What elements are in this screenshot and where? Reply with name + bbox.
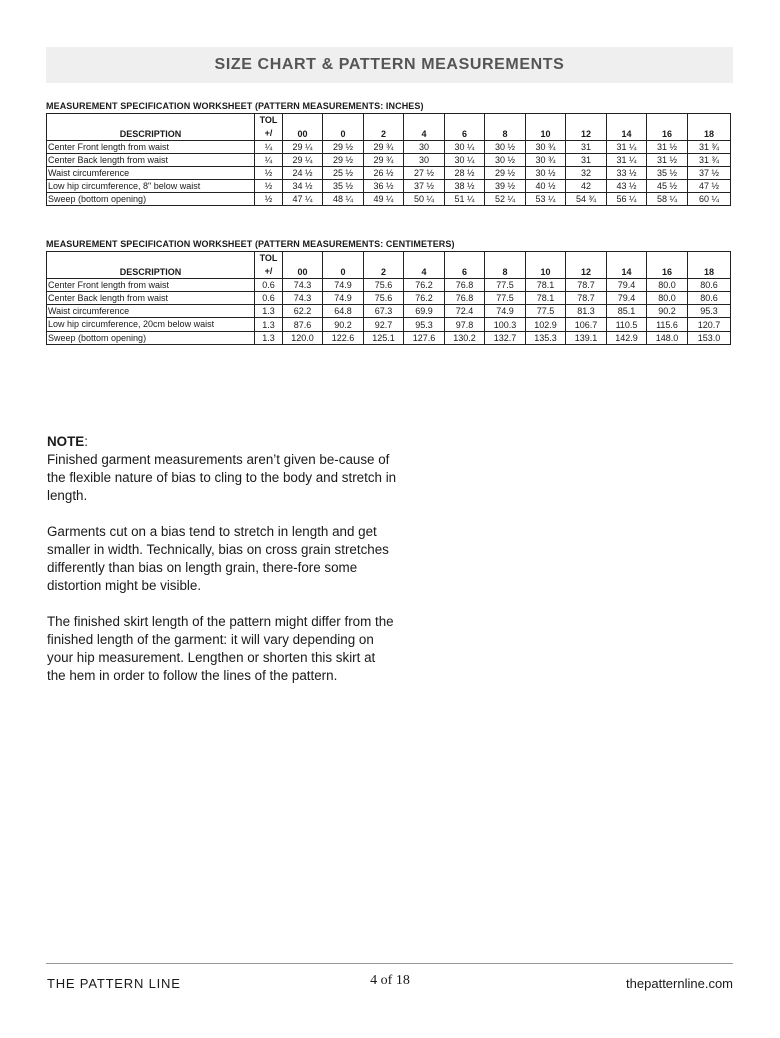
table-row <box>47 305 731 318</box>
measurement-cell: 78.7 <box>566 292 607 305</box>
measurement-cell: 120.7 <box>688 318 731 332</box>
tolerance-header <box>255 114 283 141</box>
size-header: 6 <box>445 114 485 141</box>
row-tolerance: 0.6 <box>255 292 283 305</box>
size-header: 00 <box>283 252 323 279</box>
measurement-cell: 31 ½ <box>647 154 688 167</box>
measurement-cell: 74.3 <box>283 279 323 292</box>
measurement-cell: 35 ½ <box>647 167 688 180</box>
measurement-cell: 153.0 <box>688 332 731 345</box>
measurement-cell: 31 ¼ <box>607 154 647 167</box>
size-header: 14 <box>607 114 647 141</box>
table-row <box>47 167 731 180</box>
measurement-cell: 139.1 <box>566 332 607 345</box>
row-description: Waist circumference <box>47 167 255 180</box>
measurement-cell: 27 ½ <box>404 167 445 180</box>
measurement-cell: 30 ½ <box>485 154 526 167</box>
measurement-cell: 32 <box>566 167 607 180</box>
measurement-cell: 34 ½ <box>283 180 323 193</box>
measurement-cell: 30 ¼ <box>445 154 485 167</box>
size-header: 10 <box>526 252 566 279</box>
measurement-cell: 135.3 <box>526 332 566 345</box>
measurement-cell: 31 ½ <box>647 141 688 154</box>
measurement-cell: 30 <box>404 154 445 167</box>
measurement-cell: 120.0 <box>283 332 323 345</box>
description-header: DESCRIPTION <box>47 252 255 279</box>
page-number: 4 of 18 <box>370 973 410 988</box>
row-tolerance: 1.3 <box>255 305 283 318</box>
measurement-cell: 29 ¾ <box>364 154 404 167</box>
table-row <box>47 279 731 292</box>
measurement-cell: 76.8 <box>445 279 485 292</box>
measurement-cell: 75.6 <box>364 292 404 305</box>
size-header: 2 <box>364 252 404 279</box>
table-row <box>47 141 731 154</box>
measurement-cell: 72.4 <box>445 305 485 318</box>
table-row <box>47 292 731 305</box>
measurement-cell: 95.3 <box>404 318 445 332</box>
measurement-cell: 48 ¼ <box>323 193 364 206</box>
measurement-cell: 78.1 <box>526 292 566 305</box>
measurement-cell: 29 ¾ <box>364 141 404 154</box>
measurement-cell: 76.2 <box>404 292 445 305</box>
note-paragraph-1: Finished garment measurements aren’t given be-cause of the flexible nature of bias to cling to the body and stretch in length. <box>47 452 397 503</box>
measurement-cell: 29 ¼ <box>283 154 323 167</box>
measurement-cell: 52 ¼ <box>485 193 526 206</box>
table-header-row <box>47 114 731 141</box>
size-header: 10 <box>526 114 566 141</box>
measurement-cell: 54 ¾ <box>566 193 607 206</box>
measurement-cell: 30 ½ <box>485 141 526 154</box>
size-header: 00 <box>283 114 323 141</box>
measurement-cell: 79.4 <box>607 279 647 292</box>
size-header: 16 <box>647 252 688 279</box>
footer-divider <box>46 963 733 964</box>
measurement-cell: 60 ¼ <box>688 193 731 206</box>
note-colon: : <box>84 434 88 449</box>
measurement-cell: 38 ½ <box>445 180 485 193</box>
footer-brand: THE PATTERN LINE <box>47 976 181 991</box>
row-tolerance: ¼ <box>255 141 283 154</box>
measurement-cell: 29 ¼ <box>283 141 323 154</box>
measurement-cell: 50 ¼ <box>404 193 445 206</box>
measurement-cell: 29 ½ <box>485 167 526 180</box>
measurement-cell: 77.5 <box>485 292 526 305</box>
measurement-cell: 28 ½ <box>445 167 485 180</box>
measurement-cell: 74.3 <box>283 292 323 305</box>
size-header: 8 <box>485 114 526 141</box>
row-description: Center Back length from waist <box>47 154 255 167</box>
measurement-cell: 75.6 <box>364 279 404 292</box>
row-description: Sweep (bottom opening) <box>47 193 255 206</box>
measurement-cell: 78.1 <box>526 279 566 292</box>
measurement-cell: 87.6 <box>283 318 323 332</box>
measurement-cell: 127.6 <box>404 332 445 345</box>
measurement-cell: 56 ¼ <box>607 193 647 206</box>
measurement-cell: 30 ½ <box>526 167 566 180</box>
measurement-cell: 122.6 <box>323 332 364 345</box>
size-header: 6 <box>445 252 485 279</box>
measurement-cell: 130.2 <box>445 332 485 345</box>
description-header: DESCRIPTION <box>47 114 255 141</box>
measurement-cell: 132.7 <box>485 332 526 345</box>
measurement-cell: 80.6 <box>688 279 731 292</box>
cm-section <box>46 239 730 345</box>
measurement-cell: 43 ½ <box>607 180 647 193</box>
measurement-cell: 148.0 <box>647 332 688 345</box>
measurement-cell: 26 ½ <box>364 167 404 180</box>
measurement-cell: 67.3 <box>364 305 404 318</box>
measurement-cell: 97.8 <box>445 318 485 332</box>
size-header: 16 <box>647 114 688 141</box>
measurement-cell: 80.0 <box>647 279 688 292</box>
measurement-cell: 42 <box>566 180 607 193</box>
size-header: 0 <box>323 252 364 279</box>
size-header: 4 <box>404 114 445 141</box>
measurement-cell: 77.5 <box>485 279 526 292</box>
measurement-cell: 30 <box>404 141 445 154</box>
measurement-cell: 90.2 <box>647 305 688 318</box>
measurement-cell: 102.9 <box>526 318 566 332</box>
row-description: Center Front length from waist <box>47 279 255 292</box>
note-block <box>47 433 397 703</box>
tolerance-header-line-1: TOL <box>259 115 278 125</box>
tolerance-header-line-2: +/ <box>264 266 273 276</box>
measurement-cell: 30 ¾ <box>526 141 566 154</box>
row-tolerance: ½ <box>255 167 283 180</box>
measurement-cell: 51 ¼ <box>445 193 485 206</box>
measurement-cell: 30 ¼ <box>445 141 485 154</box>
measurement-cell: 81.3 <box>566 305 607 318</box>
measurement-cell: 37 ½ <box>688 167 731 180</box>
measurement-cell: 24 ½ <box>283 167 323 180</box>
measurement-cell: 29 ½ <box>323 141 364 154</box>
note-paragraph-2: Garments cut on a bias tend to stretch in length and get smaller in width. Technically, bias on cross grain stretches differently than bias on length grain, there-fore some distortion might be visible. <box>47 524 389 593</box>
measurement-cell: 95.3 <box>688 305 731 318</box>
inches-table-heading: MEASUREMENT SPECIFICATION WORKSHEET (PATTERN MEASUREMENTS: INCHES) <box>46 101 424 111</box>
size-header: 12 <box>566 114 607 141</box>
tolerance-header-line-2: +/ <box>264 128 273 138</box>
measurement-cell: 74.9 <box>323 279 364 292</box>
measurement-cell: 76.8 <box>445 292 485 305</box>
table-row <box>47 154 731 167</box>
row-tolerance: ¼ <box>255 154 283 167</box>
measurement-cell: 25 ½ <box>323 167 364 180</box>
measurement-cell: 69.9 <box>404 305 445 318</box>
measurement-cell: 79.4 <box>607 292 647 305</box>
measurement-cell: 110.5 <box>607 318 647 332</box>
inches-section <box>46 101 730 206</box>
measurement-cell: 29 ½ <box>323 154 364 167</box>
size-header: 4 <box>404 252 445 279</box>
measurement-cell: 58 ¼ <box>647 193 688 206</box>
measurement-cell: 31 <box>566 154 607 167</box>
measurement-cell: 31 <box>566 141 607 154</box>
footer-website[interactable]: thepatternline.com <box>626 976 733 991</box>
measurement-cell: 49 ¼ <box>364 193 404 206</box>
measurement-cell: 74.9 <box>485 305 526 318</box>
size-header: 8 <box>485 252 526 279</box>
measurement-cell: 47 ½ <box>688 180 731 193</box>
measurement-cell: 39 ½ <box>485 180 526 193</box>
inches-table <box>46 113 731 206</box>
row-tolerance: ½ <box>255 193 283 206</box>
measurement-cell: 85.1 <box>607 305 647 318</box>
cm-table-heading: MEASUREMENT SPECIFICATION WORKSHEET (PATTERN MEASUREMENTS: CENTIMETERS) <box>46 239 455 249</box>
row-tolerance: 1.3 <box>255 318 283 332</box>
cm-table <box>46 251 731 345</box>
size-header: 0 <box>323 114 364 141</box>
measurement-cell: 31 ¾ <box>688 154 731 167</box>
measurement-cell: 31 ¼ <box>607 141 647 154</box>
measurement-cell: 78.7 <box>566 279 607 292</box>
measurement-cell: 45 ½ <box>647 180 688 193</box>
note-heading: NOTE <box>47 434 85 449</box>
measurement-cell: 53 ¼ <box>526 193 566 206</box>
measurement-cell: 90.2 <box>323 318 364 332</box>
title-banner <box>46 47 733 83</box>
size-header: 14 <box>607 252 647 279</box>
row-description: Waist circumference <box>47 305 255 318</box>
measurement-cell: 125.1 <box>364 332 404 345</box>
row-description: Sweep (bottom opening) <box>47 332 255 345</box>
table-row <box>47 318 731 332</box>
row-tolerance: 0.6 <box>255 279 283 292</box>
measurement-cell: 62.2 <box>283 305 323 318</box>
row-description: Center Back length from waist <box>47 292 255 305</box>
measurement-cell: 106.7 <box>566 318 607 332</box>
size-header: 12 <box>566 252 607 279</box>
measurement-cell: 64.8 <box>323 305 364 318</box>
row-description: Low hip circumference, 20cm below waist <box>47 318 255 332</box>
measurement-cell: 37 ½ <box>404 180 445 193</box>
measurement-cell: 36 ½ <box>364 180 404 193</box>
row-tolerance: 1.3 <box>255 332 283 345</box>
size-header: 18 <box>688 252 731 279</box>
measurement-cell: 33 ½ <box>607 167 647 180</box>
measurement-cell: 31 ¾ <box>688 141 731 154</box>
tolerance-header <box>255 252 283 279</box>
measurement-cell: 80.6 <box>688 292 731 305</box>
measurement-cell: 92.7 <box>364 318 404 332</box>
table-header-row <box>47 252 731 279</box>
measurement-cell: 47 ¼ <box>283 193 323 206</box>
row-tolerance: ½ <box>255 180 283 193</box>
table-row <box>47 332 731 345</box>
measurement-cell: 77.5 <box>526 305 566 318</box>
measurement-cell: 35 ½ <box>323 180 364 193</box>
measurement-cell: 30 ¾ <box>526 154 566 167</box>
size-header: 2 <box>364 114 404 141</box>
measurement-cell: 76.2 <box>404 279 445 292</box>
tolerance-header-line-1: TOL <box>259 253 278 263</box>
measurement-cell: 40 ½ <box>526 180 566 193</box>
row-description: Low hip circumference, 8" below waist <box>47 180 255 193</box>
measurement-cell: 115.6 <box>647 318 688 332</box>
size-header: 18 <box>688 114 731 141</box>
table-row <box>47 193 731 206</box>
measurement-cell: 74.9 <box>323 292 364 305</box>
table-row <box>47 180 731 193</box>
measurement-cell: 100.3 <box>485 318 526 332</box>
measurement-cell: 142.9 <box>607 332 647 345</box>
measurement-cell: 80.0 <box>647 292 688 305</box>
page-title: SIZE CHART & PATTERN MEASUREMENTS <box>214 56 565 73</box>
note-paragraph-3: The finished skirt length of the pattern might differ from the finished length of the garment: it will vary depending on your hip measurement. Lengthen or shorten this skirt at the hem in order to follow the lines of the pattern. <box>47 614 394 683</box>
row-description: Center Front length from waist <box>47 141 255 154</box>
